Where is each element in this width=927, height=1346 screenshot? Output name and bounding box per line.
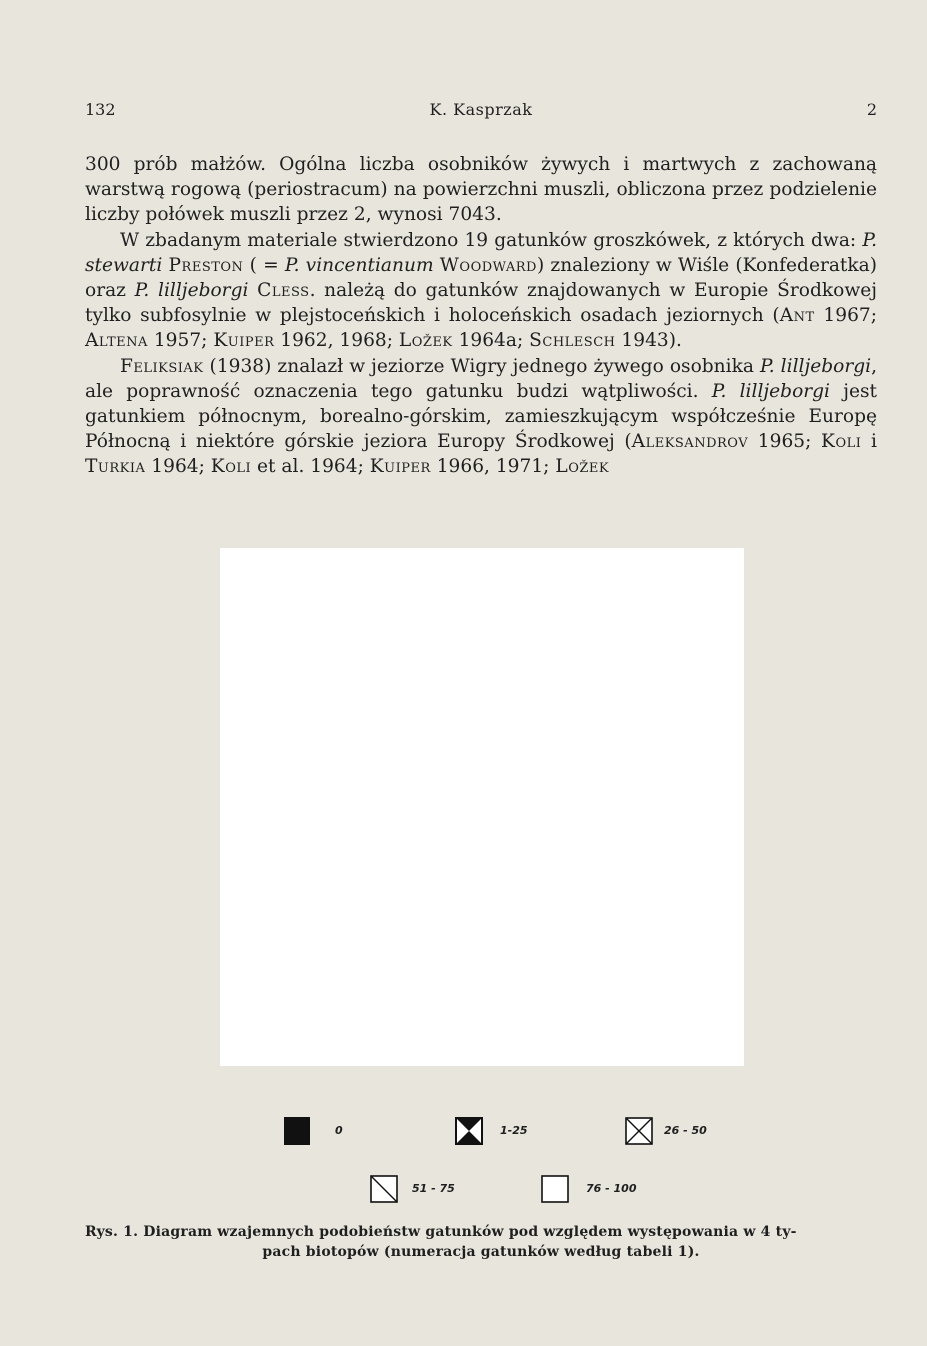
text-run: . należą do gatunków znajdowanych w Europie Środkowej tylko subfosylnie w plejstoceńskich i holoceńskich osadach jeziornych ( [85, 280, 878, 327]
running-header [85, 100, 877, 126]
issue-number: 2 [866, 100, 877, 119]
author-name: Turkia [85, 456, 146, 478]
text-run: et al. 1964; [251, 456, 370, 478]
legend-swatch-diagonal [370, 1175, 398, 1203]
species-name: P. stewarti [85, 229, 877, 276]
text-run: 1964; [145, 456, 211, 478]
author-name: Koli [210, 456, 252, 478]
legend-swatch-cross [625, 1117, 653, 1145]
legend-label: 51 - 75 [412, 1182, 455, 1195]
legend-swatch-filled [284, 1117, 310, 1145]
author-name: Koli [821, 431, 862, 453]
paragraph-1 [85, 152, 877, 228]
author-name: Altena [85, 330, 148, 352]
author-name: Preston [168, 254, 244, 276]
text-run: , ale poprawność oznaczenia tego gatunku budzi wątpliwości. [85, 355, 877, 402]
author-name: Ložek [398, 330, 453, 352]
text-run: ( = [243, 254, 285, 276]
text-run: 300 prób małżów. Ogólna liczba osobników żywych i martwych z zachowaną warstwą rogową (periostracum) na powierzchni muszli, obliczona przez podzielenie liczby połówek muszli przez 2, wynosi 7043. [85, 154, 877, 226]
legend-label: 26 - 50 [664, 1124, 707, 1137]
author-name: Feliksiak [120, 355, 204, 377]
author-name: Woodward [439, 254, 537, 276]
main-text [85, 152, 877, 480]
figure-caption [85, 1222, 877, 1262]
author-name: Aleksandrov [631, 431, 749, 453]
text-run: 1962, 1968; [274, 330, 399, 352]
author-name: Kuiper [369, 456, 431, 478]
text-run: jest gatunkiem północnym, borealno-górskim, zamieszkującym współcześnie Europę Północną i niektóre górskie jeziora Europy Środkowej ( [85, 380, 878, 453]
legend-swatch-hourglass [455, 1117, 483, 1145]
legend-label: 0 [335, 1124, 343, 1137]
text-run: 1957; [147, 330, 214, 352]
running-author: K. Kasprzak [429, 100, 533, 119]
text-run: 1943). [615, 330, 682, 352]
page-number: 132 [85, 100, 116, 119]
text-run: 1964a; [452, 330, 530, 352]
author-name: Schlesch [529, 330, 616, 352]
author-name: Kuiper [213, 330, 275, 352]
author-name: Cless [257, 280, 310, 302]
figure-diagram-area [220, 548, 744, 1066]
text-run: 1965; [748, 431, 822, 453]
text-run: W zbadanym materiale stwierdzono 19 gatunków groszkówek, z których dwa: [120, 229, 863, 251]
legend-label: 1-25 [500, 1124, 528, 1137]
legend-swatch-empty [541, 1175, 569, 1203]
text-run: 1967; [814, 305, 877, 327]
text-run: ) znaleziony w Wiśle (Konfederatka) oraz [85, 254, 877, 302]
caption-line: Rys. 1. Diagram wzajemnych podobieństw gatunków pod względem występowania w 4 ty- [85, 1224, 797, 1240]
species-name: P. lilljeborgi [134, 280, 249, 302]
text-run: i [861, 431, 877, 453]
paragraph-3 [85, 354, 877, 480]
caption-line: pach biotopów (numeracja gatunków według tabeli 1). [262, 1244, 700, 1260]
text-run: (1938) znalazł w jeziorze Wigry jednego żywego osobnika [203, 355, 760, 377]
species-name: P. lilljeborgi [711, 380, 831, 402]
species-name: P. lilljeborgi [759, 355, 872, 377]
author-name: Ant [779, 305, 815, 327]
text-run: 1966, 1971; [430, 456, 556, 478]
author-name: Ložek [555, 456, 610, 478]
paragraph-2 [85, 228, 877, 354]
legend-label: 76 - 100 [586, 1182, 637, 1195]
species-name: P. vincentianum [284, 254, 434, 276]
